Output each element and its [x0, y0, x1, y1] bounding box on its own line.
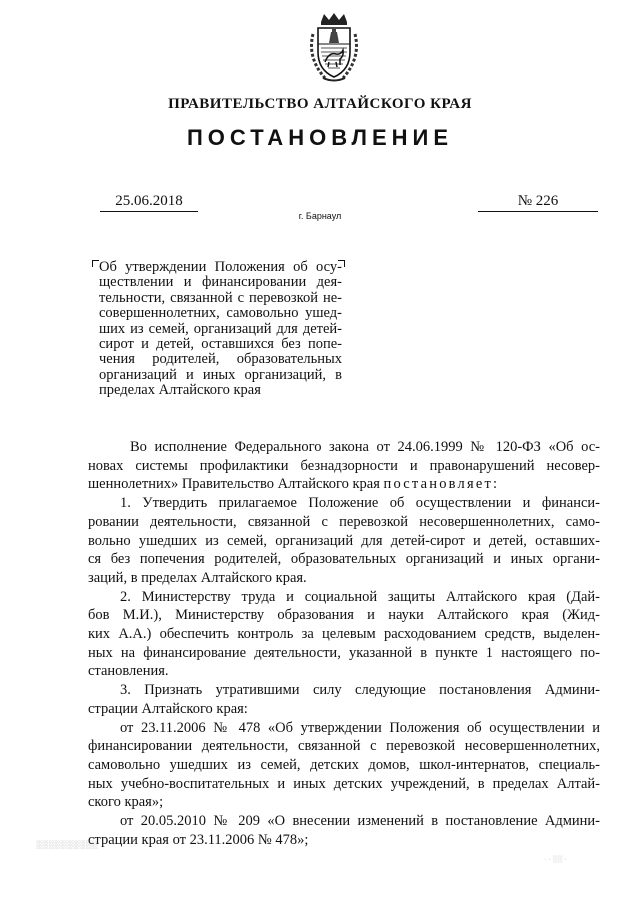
- subject-line: тельности, связанной с перевозкой не-: [99, 289, 342, 306]
- scan-stamp-left: ░░░░░░░░░░: [36, 840, 98, 849]
- document-number: № 226: [478, 193, 598, 212]
- preamble-line: новах системы профилактики безнадзорности и правонарушений несовер-: [88, 457, 600, 474]
- subject-line: ществлении и финансировании дея-: [99, 274, 342, 291]
- preamble-line: Во исполнение Федерального закона от 24.06.1999 № 120-ФЗ «Об ос-: [130, 439, 600, 455]
- item-1-line: ся без попечения родителей, образовательных организаций и иных органи-: [88, 551, 600, 568]
- repealed-act-2-line: страции края от 23.11.2006 № 478»;: [88, 831, 309, 848]
- coat-of-arms-icon: [303, 12, 365, 84]
- subject-line: сирот и детей, оставшихся без попе-: [99, 336, 342, 353]
- subject-line: совершеннолетних, самовольно ушед-: [99, 305, 342, 322]
- document-type-title: ПОСТАНОВЛЕНИЕ: [186, 125, 454, 150]
- decree-verb: постановляет:: [383, 476, 500, 493]
- subject-line: чения родителей, образовательных: [99, 351, 342, 368]
- item-3-line: страции Алтайского края:: [88, 700, 248, 717]
- document-body: [88, 438, 600, 849]
- document-subject: [99, 260, 342, 399]
- item-2-line: становления.: [88, 663, 169, 680]
- subject-line: ших из семей, организаций для детей-: [99, 320, 342, 337]
- preamble-text: шеннолетних» Правительство Алтайского края: [88, 476, 384, 493]
- item-2-line: бов М.И.), Министерству образования и науки Алтайского края (Жид-: [88, 607, 600, 624]
- subject-line: пределах Алтайского края: [99, 382, 261, 399]
- repealed-act-1-line: ных учебно-воспитательных и иных детских учреждений, в пределах Алтай-: [88, 775, 600, 792]
- repealed-act-2-line: от 20.05.2010 № 209 «О внесении изменений в постановление Админи-: [120, 813, 600, 830]
- item-3-line: 3. Признать утратившими силу следующие постановления Админи-: [120, 682, 600, 699]
- item-1-line: 1. Утвердить прилагаемое Положение об осуществлении и финанси-: [120, 495, 600, 512]
- repealed-act-1-line: самовольно ушедших из семей, детских домов, школ-интернатов, специаль-: [88, 756, 600, 773]
- repealed-act-1-line: финансировании деятельности, связанной с перевозкой несовершеннолетних,: [88, 738, 600, 755]
- scan-stamp-right: · · ░░ ·: [544, 856, 567, 863]
- repealed-act-1-line: ского края»;: [88, 794, 164, 811]
- subject-line: Об утверждении Положения об осу-: [99, 259, 342, 275]
- item-2-line: ных на финансирование деятельности, указанной в пункте 1 настоящего по-: [88, 644, 600, 661]
- document-date: 25.06.2018: [100, 193, 198, 212]
- item-2-line: 2. Министерству труда и социальной защиты Алтайского края (Дай-: [120, 588, 600, 605]
- government-name: ПРАВИТЕЛЬСТВО АЛТАЙСКОГО КРАЯ: [168, 96, 472, 112]
- repealed-act-1-line: от 23.11.2006 № 478 «Об утверждении Положения об осуществлении и: [120, 719, 600, 736]
- subject-bracket-left: [92, 260, 99, 267]
- subject-line: организаций и иных организаций, в: [99, 366, 342, 383]
- document-city: г. Барнаул: [298, 211, 342, 221]
- item-1-line: ровании деятельности, связанной с перевозкой несовершеннолетних, само-: [88, 513, 600, 530]
- preamble-line: [88, 475, 600, 494]
- item-1-line: заций, в пределах Алтайского края.: [88, 569, 307, 586]
- item-1-line: вольно ушедших из семей, организаций для детей-сирот и детей, оставших-: [88, 532, 600, 549]
- item-2-line: ких А.А.) обеспечить контроль за целевым расходованием средств, выделен-: [88, 626, 600, 643]
